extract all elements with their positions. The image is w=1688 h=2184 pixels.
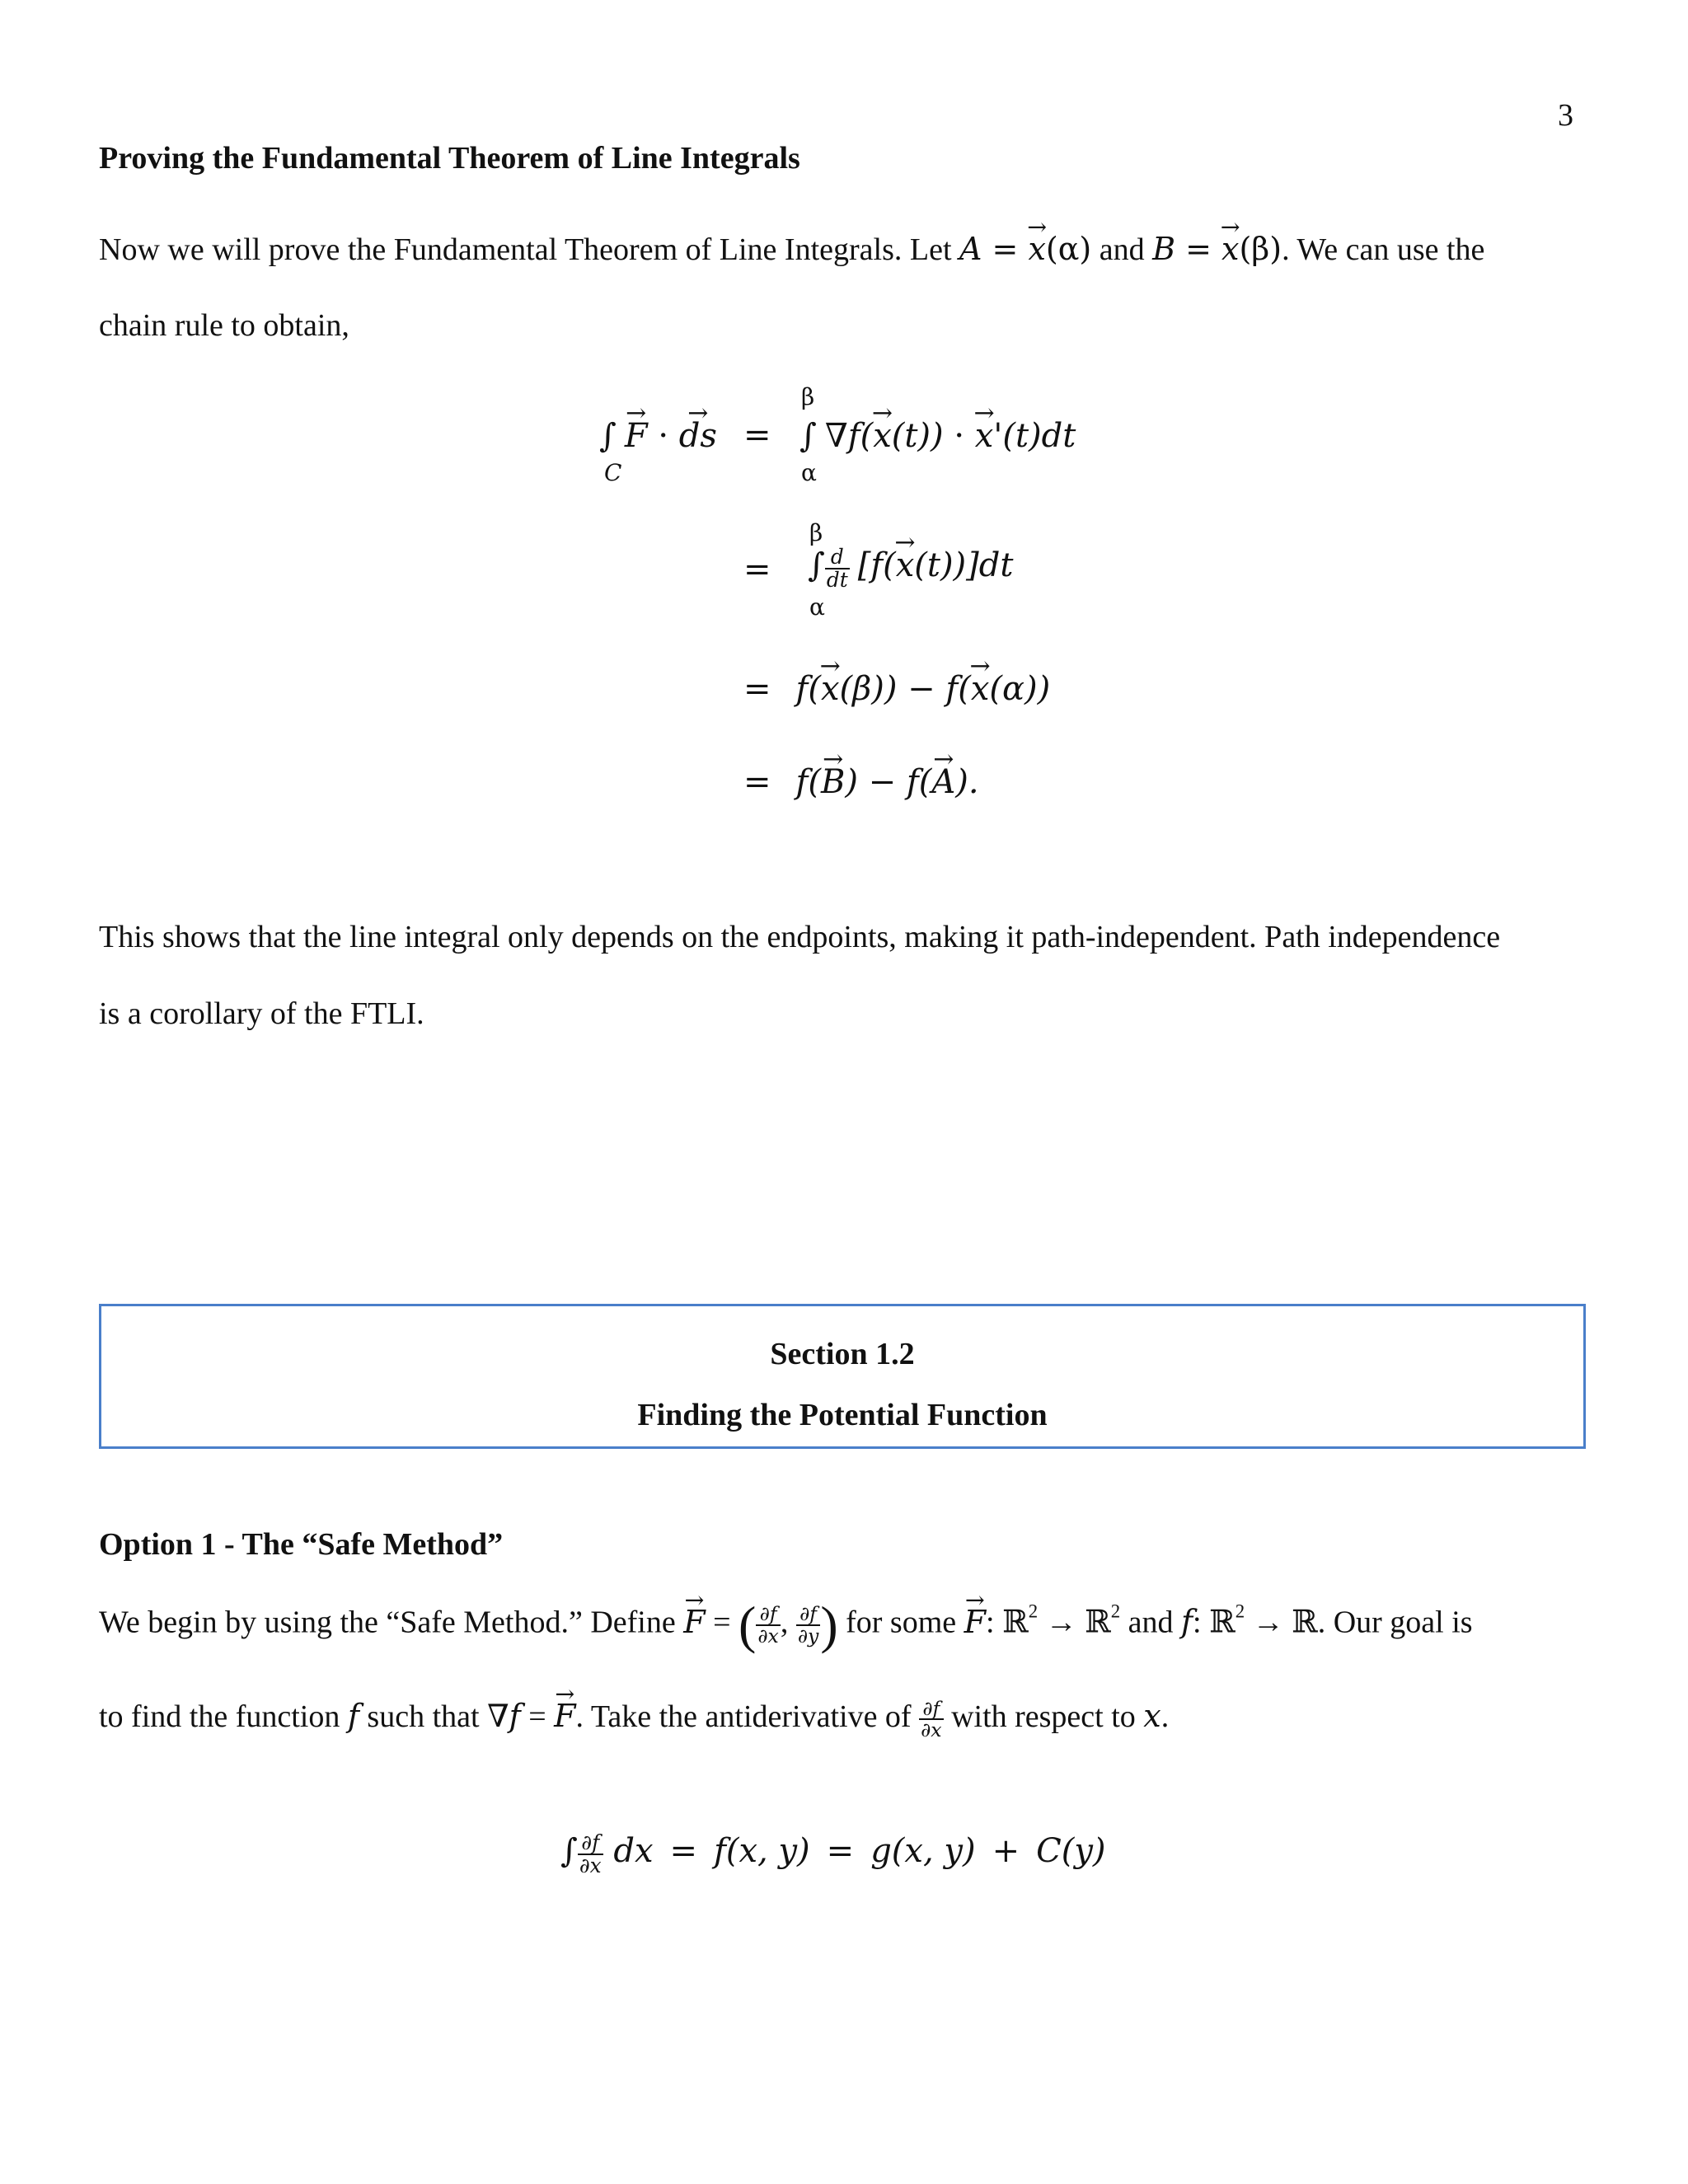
fraction-df-dy: $\frac{\partial f}{\partial y}$ bbox=[797, 1602, 819, 1647]
paragraph-path-independence-line2: is a corollary of the FTLI. bbox=[99, 996, 424, 1031]
vector-x: → x bbox=[1028, 231, 1045, 267]
section-heading-ftli: Proving the Fundamental Theorem of Line Integrals bbox=[99, 141, 800, 176]
paragraph-intro-line1: Now we will prove the Fundamental Theorem of Line Integrals. Let A = → x(α) and B = → x(β). We can use the bbox=[99, 231, 1484, 268]
fraction-df-dx: $\frac{\partial f}{\partial x}$ bbox=[921, 1696, 942, 1742]
section-subtitle: Finding the Potential Function bbox=[637, 1398, 1048, 1432]
paragraph-safe-method-line1: We begin by using the “Safe Method.” Define → F = ( $\frac{\partial f}{\partial x}$ , $\frac{\partial f}{\partial y}$ ) for some → F: ℝ$^2$ → ℝ$^2$ and f: ℝ$^2$ → ℝ. Our goal is bbox=[99, 1595, 1473, 1656]
section-title-box bbox=[99, 1304, 1586, 1449]
fraction-df-dx: $\frac{\partial f}{\partial x}$ bbox=[757, 1602, 779, 1647]
vector-x: → x bbox=[1221, 231, 1239, 267]
paragraph-path-independence-line1: This shows that the line integral only depends on the endpoints, making it path-independent. Path independence bbox=[99, 920, 1501, 954]
section-number: Section 1.2 bbox=[770, 1337, 915, 1371]
derivation-row-3: = f(→ x(β)) − f(→ x(α)) bbox=[743, 669, 1050, 708]
paragraph-intro-line2: chain rule to obtain, bbox=[99, 308, 349, 343]
antiderivative-equation: ∫ $\frac{\partial f}{\partial x}$ dx = f(x, y) = g(x, y) + C(y) bbox=[560, 1830, 1106, 1877]
fraction-df-dx: $\frac{\partial f}{\partial x}$ bbox=[579, 1830, 602, 1877]
derivation-row-4: = f(→ B) − f(→ A). bbox=[743, 762, 979, 801]
fraction-d-dt: $\frac{d}{dt}$ bbox=[826, 544, 848, 592]
paragraph-safe-method-line2: to find the function f such that ∇f = → F. Take the antiderivative of $\frac{\partial f}{\partial x}$ with respect to x. bbox=[99, 1698, 1169, 1741]
option-heading-safe-method: Option 1 - The “Safe Method” bbox=[99, 1527, 504, 1562]
page-number: 3 bbox=[1558, 98, 1573, 133]
